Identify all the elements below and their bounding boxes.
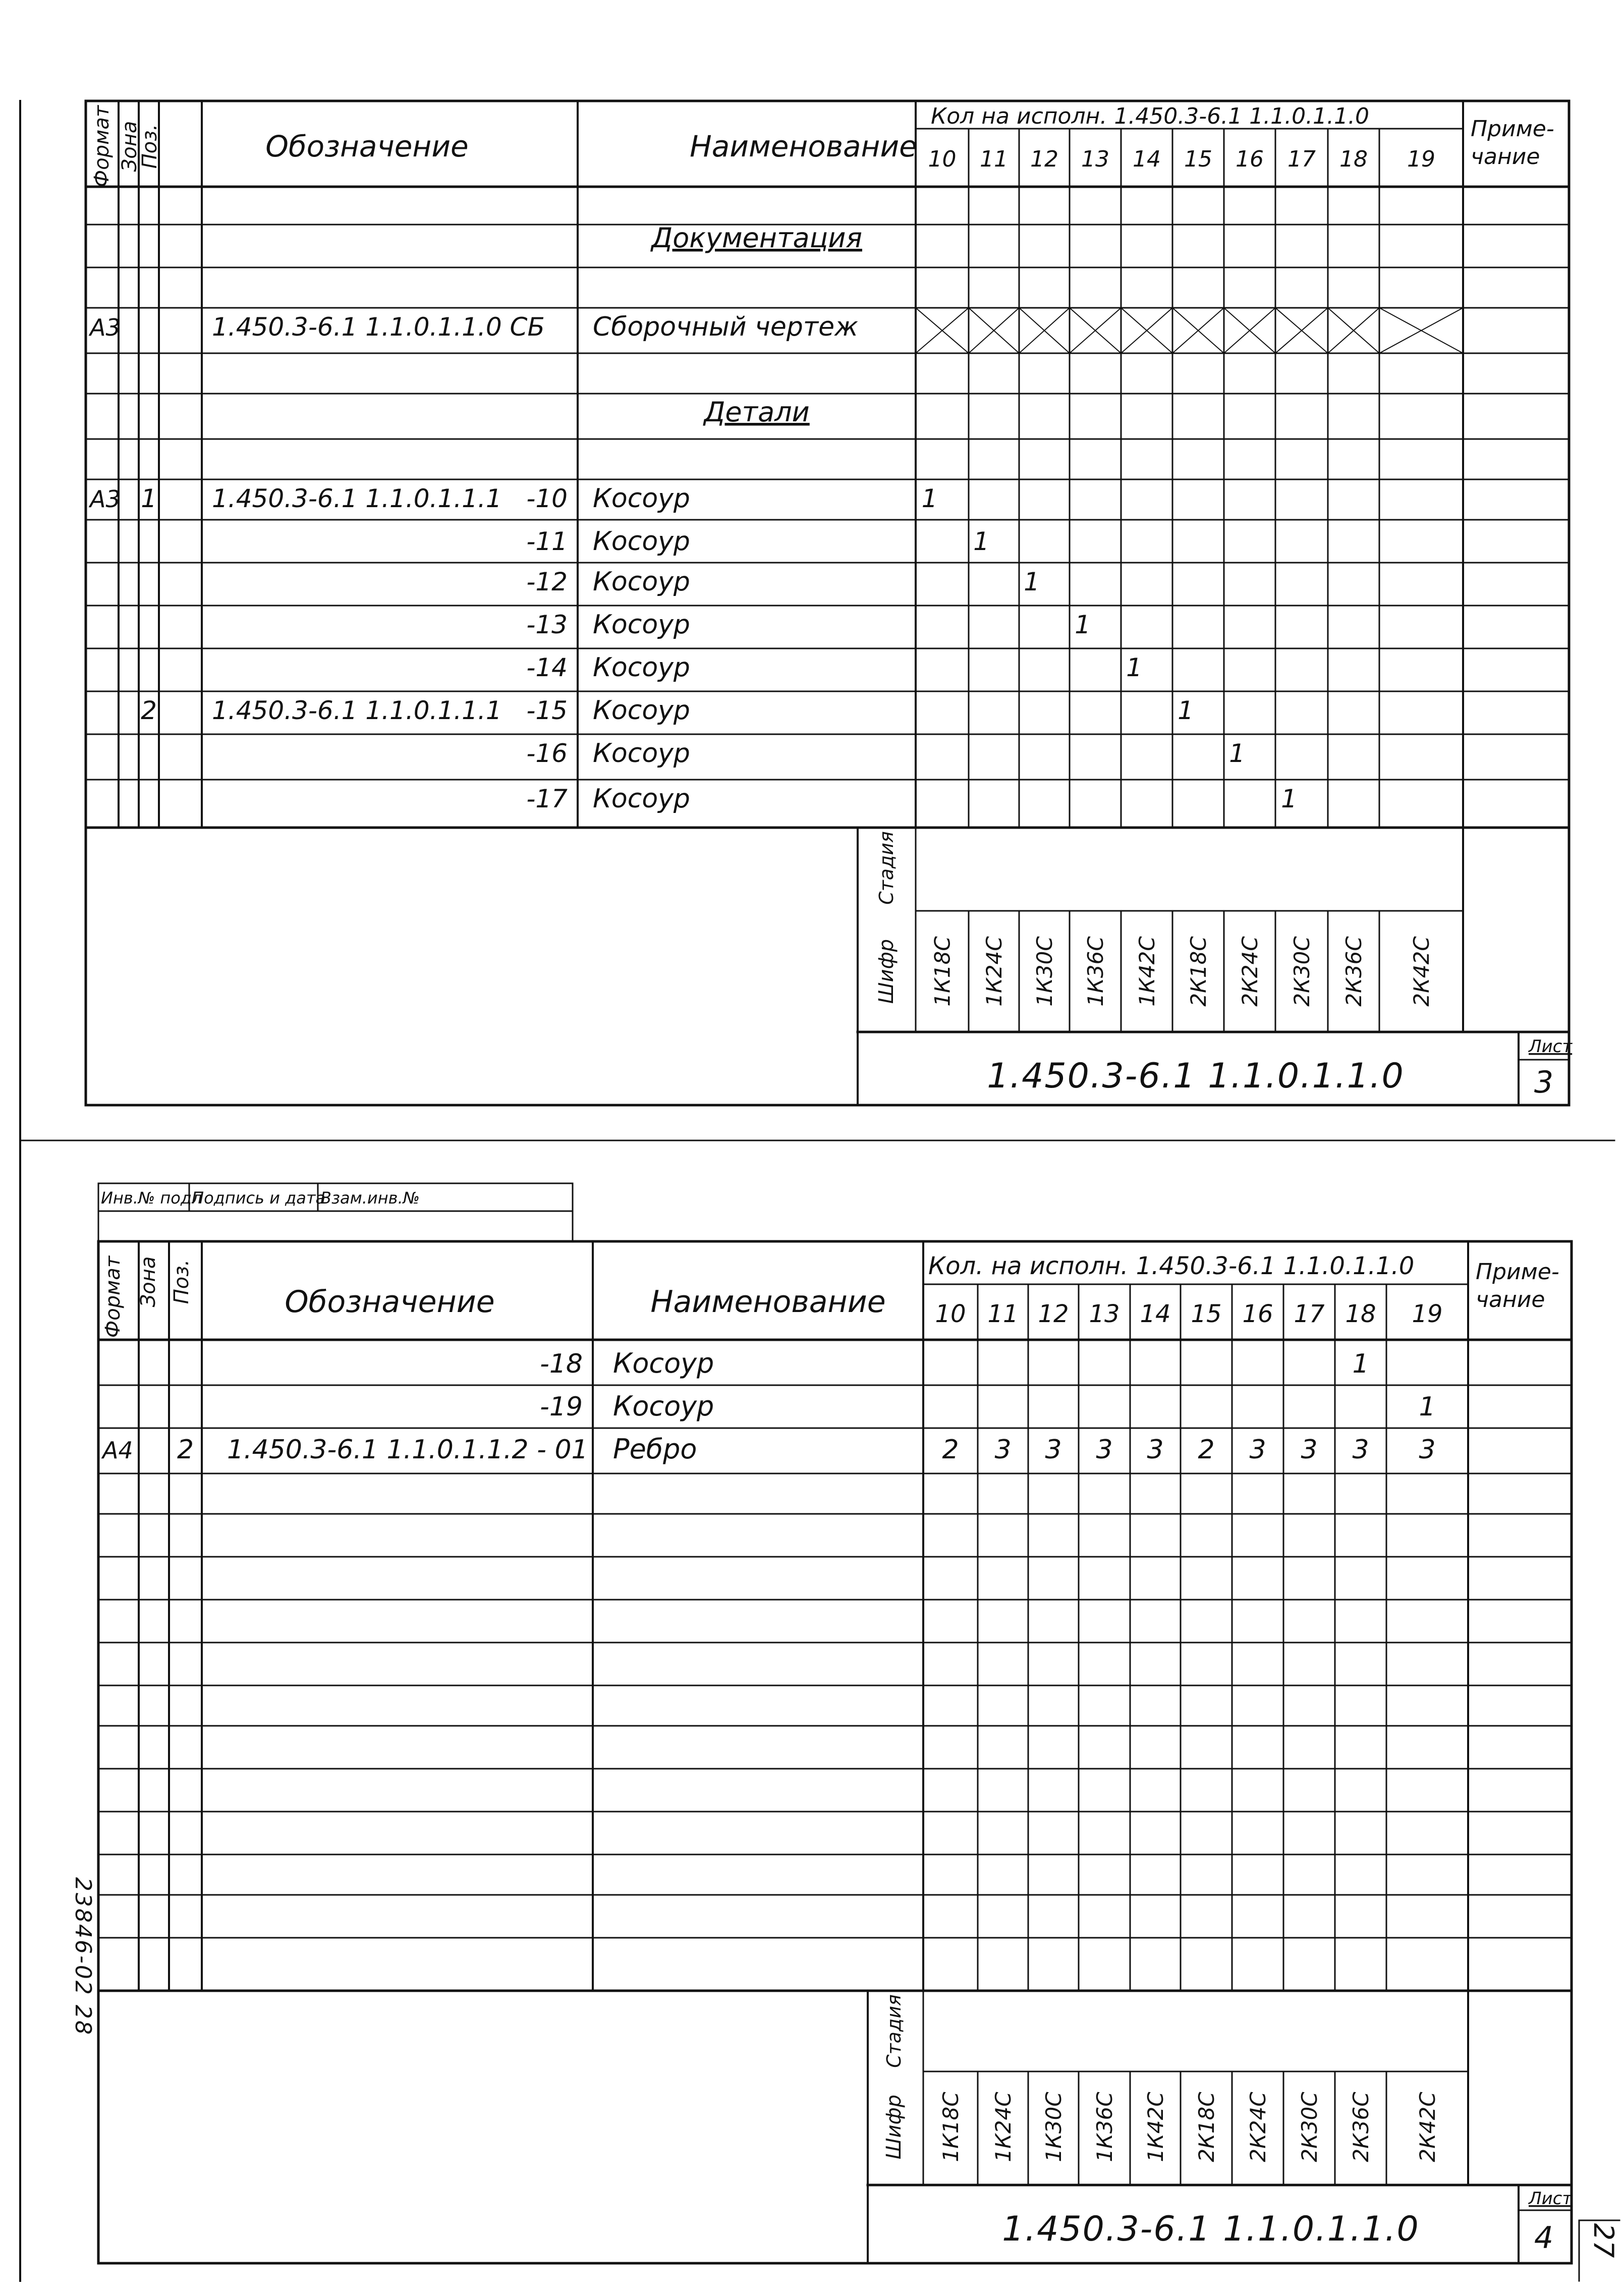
section-heading: Документация	[651, 222, 862, 254]
sheet4-cipher-4: 1К42С	[1143, 2092, 1168, 2162]
sheet4-cipher-9: 2К42С	[1415, 2092, 1440, 2162]
qty-cell: 2	[942, 1435, 959, 1465]
sheet3-note-header-2: чание	[1471, 144, 1540, 170]
row-designation: 1.450.3-6.1 1.1.0.1.1.0 СБ	[212, 312, 545, 342]
row-format: А3	[90, 485, 121, 513]
sheet3-note-header-1: Приме-	[1471, 116, 1554, 142]
row-suffix: -13	[526, 610, 568, 639]
sheet4-variant-14: 14	[1140, 1300, 1171, 1328]
row-name: Косоур	[593, 610, 690, 640]
row-name: Косоур	[593, 695, 690, 726]
row-name: Косоур	[593, 738, 690, 769]
sheet3-cipher-9: 2К42С	[1409, 936, 1434, 1007]
sheet3-sheet-no: 3	[1534, 1065, 1554, 1100]
section-heading: Детали	[704, 396, 810, 428]
row-suffix: -10	[526, 484, 568, 513]
row-name: Косоур	[593, 483, 690, 514]
qty-cell: 1	[1126, 653, 1142, 682]
sheet3-cipher-4: 1К42С	[1135, 936, 1159, 1007]
sheet4-zone-header: Зона	[137, 1256, 160, 1307]
sheet3-variant-11: 11	[980, 146, 1008, 172]
sheet3-cipher-5: 2К18С	[1186, 936, 1211, 1007]
row-suffix: -18	[540, 1349, 583, 1379]
row-suffix: -11	[526, 527, 568, 556]
qty-cell: 1	[921, 484, 938, 513]
sheet3-stage-label: Стадия	[875, 831, 898, 905]
row-format: А3	[90, 314, 121, 341]
sheet3-variant-19: 19	[1407, 146, 1435, 172]
sheet3-format-header: Формат	[90, 105, 114, 188]
sheet4-cipher-label: Шифр	[882, 2094, 906, 2160]
sheet4-variant-10: 10	[935, 1300, 966, 1328]
row-name: Сборочный чертеж	[593, 312, 858, 342]
sheet4-pos-header: Поз.	[170, 1259, 193, 1304]
sheet4-cipher-1: 1К24С	[991, 2092, 1016, 2162]
stamp-inv-label: Инв.№ подл	[101, 1188, 202, 1208]
sheet3-cipher-label: Шифр	[875, 939, 898, 1004]
sheet3-cipher-1: 1К24С	[982, 936, 1006, 1007]
sheet4-variant-18: 18	[1345, 1300, 1376, 1328]
sheet4-cipher-7: 2К30С	[1297, 2092, 1322, 2162]
row-designation: 1.450.3-6.1 1.1.0.1.1.2 - 01	[227, 1435, 588, 1465]
sheet4-variant-11: 11	[987, 1300, 1019, 1328]
qty-cell: 1	[1075, 610, 1091, 639]
sheet3-cipher-2: 1К30С	[1032, 936, 1057, 1007]
qty-cell: 3	[1249, 1435, 1266, 1465]
row-format: А4	[102, 1437, 133, 1464]
sheet4-stage-label: Стадия	[883, 1994, 905, 2068]
row-name: Косоур	[593, 567, 690, 597]
sheet4-cipher-6: 2К24С	[1246, 2092, 1270, 2162]
qty-cell: 1	[973, 527, 989, 556]
sheet4-cipher-3: 1К36С	[1092, 2092, 1117, 2162]
sheet4-variant-12: 12	[1038, 1300, 1069, 1328]
sheet4-variant-17: 17	[1294, 1300, 1325, 1328]
sheet3-name-header: Наименование	[690, 129, 917, 163]
sheet4-sheet-no: 4	[1534, 2220, 1554, 2256]
sheet4-cipher-2: 1К30С	[1041, 2092, 1066, 2162]
sheet4-variant-16: 16	[1242, 1300, 1273, 1328]
sheet3-variant-14: 14	[1133, 146, 1161, 172]
sheet3-variant-15: 15	[1184, 146, 1212, 172]
sheet3-cipher-6: 2К24С	[1238, 936, 1262, 1007]
row-suffix: -17	[526, 784, 568, 813]
sheet4-designation-header: Обозначение	[285, 1284, 495, 1320]
sheet4-cipher-5: 2К18С	[1194, 2092, 1219, 2162]
sheet3-doc-code: 1.450.3-6.1 1.1.0.1.1.0	[987, 1056, 1405, 1096]
row-name: Косоур	[593, 526, 690, 557]
sheet4-variant-15: 15	[1191, 1300, 1222, 1328]
qty-cell: 1	[1419, 1392, 1436, 1422]
sheet3-qty-header: Кол на исполн. 1.450.3-6.1 1.1.0.1.1.0	[931, 103, 1369, 129]
sheet3-variant-17: 17	[1287, 146, 1316, 172]
row-designation: 1.450.3-6.1 1.1.0.1.1.1	[212, 696, 502, 725]
qty-cell: 1	[1024, 567, 1040, 596]
sheet3-sheet-label: Лист	[1529, 1036, 1573, 1057]
sheet4-qty-header: Кол. на исполн. 1.450.3-6.1 1.1.0.1.1.0	[928, 1252, 1415, 1280]
sheet4-note-header-2: чание	[1476, 1287, 1545, 1313]
qty-cell: 1	[1281, 784, 1297, 813]
sheet4-cipher-8: 2К36С	[1349, 2092, 1373, 2162]
sheet4-variant-13: 13	[1089, 1300, 1120, 1328]
sheet3-variant-10: 10	[928, 146, 957, 172]
qty-cell: 2	[1198, 1435, 1215, 1465]
sheet3-zone-header: Зона	[118, 121, 141, 172]
row-suffix: -19	[540, 1392, 583, 1422]
qty-cell: 3	[1147, 1435, 1164, 1465]
row-position: 2	[177, 1435, 194, 1465]
sheet4-sheet-label: Лист	[1529, 2189, 1573, 2209]
qty-cell: 1	[1352, 1349, 1369, 1379]
qty-cell: 1	[1229, 739, 1245, 768]
row-name: Косоур	[613, 1390, 714, 1422]
row-position: 1	[141, 484, 157, 513]
row-name: Косоур	[593, 784, 690, 814]
sheet3-designation-header: Обозначение	[265, 129, 469, 163]
sheet4-format-header: Формат	[101, 1255, 125, 1338]
page-number: 27	[1588, 2223, 1619, 2258]
sheet3-cipher-0: 1К18С	[930, 936, 955, 1007]
sheet3-variant-12: 12	[1030, 146, 1058, 172]
sheet4-variant-19: 19	[1412, 1300, 1443, 1328]
row-suffix: -12	[526, 567, 568, 596]
stamp-sign-label: Подпись и дата	[192, 1188, 326, 1208]
row-name: Ребро	[613, 1433, 697, 1465]
sheet3-pos-header: Поз.	[138, 124, 161, 169]
row-designation: 1.450.3-6.1 1.1.0.1.1.1	[212, 484, 502, 513]
row-suffix: -14	[526, 653, 568, 682]
qty-cell: 3	[1045, 1435, 1062, 1465]
sheet3-cipher-3: 1К36С	[1083, 936, 1108, 1007]
sheet4-note-header-1: Приме-	[1476, 1259, 1559, 1285]
stamp-replace-label: Взам.инв.№	[320, 1188, 420, 1208]
qty-cell: 3	[1419, 1435, 1436, 1465]
row-name: Косоур	[593, 652, 690, 683]
sheet3-variant-16: 16	[1236, 146, 1264, 172]
qty-cell: 3	[994, 1435, 1012, 1465]
sheet4-name-header: Наименование	[650, 1284, 886, 1320]
qty-cell: 3	[1096, 1435, 1113, 1465]
row-suffix: -16	[526, 739, 568, 768]
margin-code: 23846-02 28	[70, 1877, 96, 2036]
qty-cell: 1	[1178, 696, 1194, 725]
row-position: 2	[141, 696, 157, 725]
qty-cell: 3	[1352, 1435, 1369, 1465]
row-name: Косоур	[613, 1347, 714, 1379]
sheet3-variant-18: 18	[1339, 146, 1368, 172]
sheet3-variant-13: 13	[1081, 146, 1109, 172]
qty-cell: 3	[1301, 1435, 1318, 1465]
sheet4-cipher-0: 1К18С	[938, 2092, 963, 2162]
sheet3-cipher-8: 2К36С	[1341, 936, 1366, 1007]
sheet4-doc-code: 1.450.3-6.1 1.1.0.1.1.0	[1002, 2209, 1420, 2249]
sheet3-cipher-7: 2К30С	[1290, 936, 1314, 1007]
row-suffix: -15	[526, 696, 568, 725]
